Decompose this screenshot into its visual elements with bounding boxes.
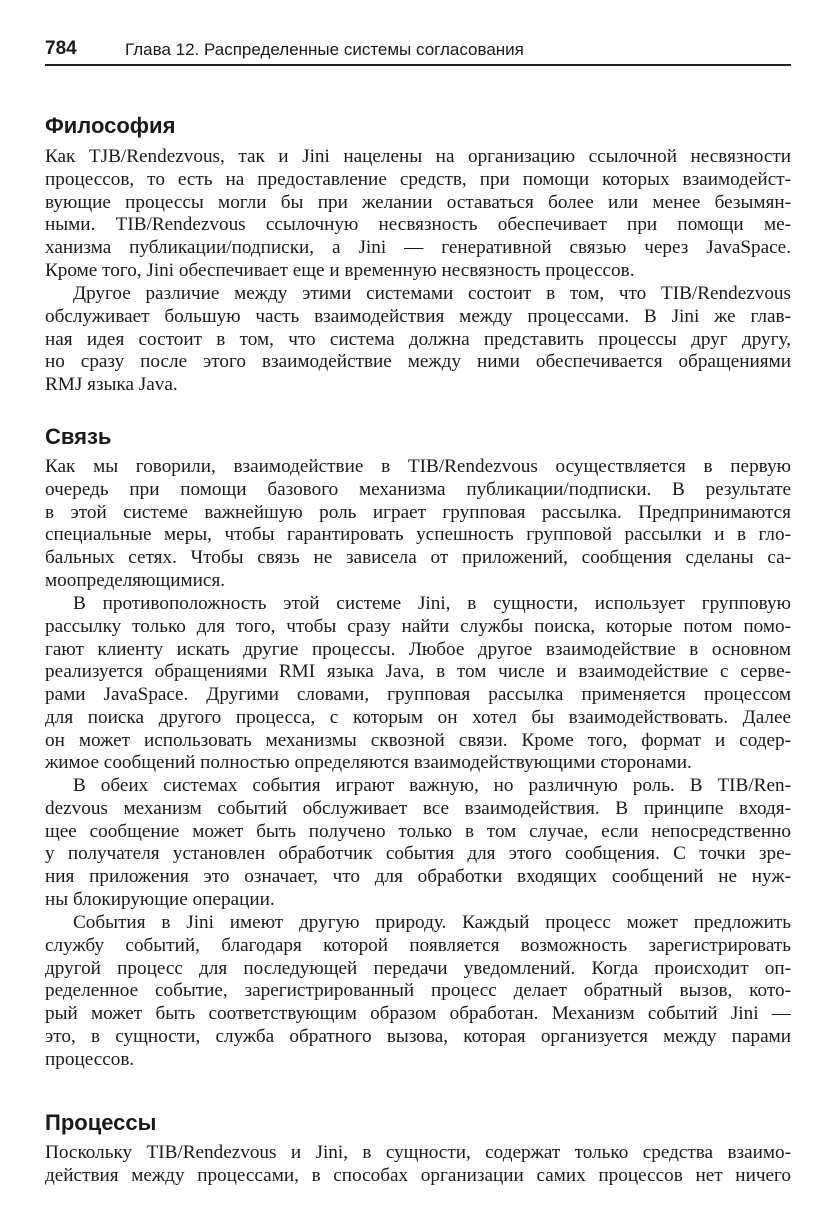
section-heading-processes: Процессы xyxy=(45,1110,157,1135)
text-line: щее сообщение может быть получено только в том случае, если непосредственно xyxy=(45,820,791,842)
paragraph xyxy=(45,593,791,775)
text-line: В противоположность этой системе Jini, в сущности, использует групповую xyxy=(73,593,791,614)
text-line: Как TJB/Rendezvous, так и Jini нацелены на организацию ссылочной несвязности xyxy=(45,146,791,167)
text-line: ными. TIB/Rendezvous ссылочную несвязность обеспечивает при помощи ме- xyxy=(45,214,791,236)
text-line: ния приложения это означает, что для обработки входящих сообщений не нуж- xyxy=(45,866,791,887)
paragraph xyxy=(45,912,791,1071)
text-line: процессов. xyxy=(45,1048,135,1070)
text-line: процессов, то есть на предоставление средств, при помощи которых взаимодейст- xyxy=(45,168,791,190)
paragraph xyxy=(45,456,791,593)
text-line: События в Jini имеют другую природу. Каждый процесс может предложить xyxy=(73,912,791,933)
text-line: для поиска другого процесса, с которым он хотел бы взаимодействовать. Далее xyxy=(45,706,791,728)
text-line: моопределяющимися. xyxy=(45,569,226,591)
text-line: рассылку только для того, чтобы сразу найти службы поиска, которые потом помо- xyxy=(45,615,791,637)
text-line: очередь при помощи базового механизма публикации/подписки. В результате xyxy=(45,478,791,500)
text-line: вующие процессы могли бы при желании оставаться более или менее безымян- xyxy=(45,191,791,213)
text-line: это, в сущности, служба обратного вызова, которая организуется между парами xyxy=(45,1025,791,1047)
text-line: рый может быть соответствующим образом обработан. Механизм событий Jini — xyxy=(45,1003,791,1024)
text-line: RMJ языка Java. xyxy=(45,374,178,395)
text-line: гают клиенту искать другие процессы. Любое другое взаимодействие в основном xyxy=(45,638,791,660)
text-line: Поскольку TIB/Rendezvous и Jini, в сущности, содержат только средства взаимо- xyxy=(45,1142,791,1163)
text-line: dezvous механизм событий обслуживает все взаимодействия. В принципе входя- xyxy=(45,797,791,819)
running-header xyxy=(45,38,791,66)
text-line: Кроме того, Jini обеспечивает еще и временную несвязность процессов. xyxy=(45,259,635,281)
text-line: действия между процессами, в способах организации самих процессов нет ничего xyxy=(45,1164,791,1186)
section-heading-communication: Связь xyxy=(45,424,112,449)
text-line: ределенное событие, зарегистрированный процесс делает обратный вызов, кото- xyxy=(45,980,791,1002)
text-line: Как мы говорили, взаимодействие в TIB/Rendezvous осуществляется в первую xyxy=(45,456,791,477)
text-line: в этой системе важнейшую роль играет групповая рассылка. Предпринимаются xyxy=(45,501,791,523)
text-line: ная идея состоит в том, что система должна представить процессы друг другу, xyxy=(45,328,791,350)
text-line: рами JavaSpace. Другими словами, групповая рассылка применяется процессом xyxy=(45,684,791,705)
text-line: ханизма публикации/подписки, а Jini — генеративной связью через JavaSpace. xyxy=(45,237,791,258)
text-line: он может использовать механизмы сквозной связи. Кроме того, формат и содер- xyxy=(45,729,791,751)
text-line: другой процесс для последующей передачи уведомлений. Когда происходит оп- xyxy=(45,957,791,979)
running-title: Глава 12. Распределенные системы согласования xyxy=(125,40,524,59)
text-line: обслуживает большую часть взаимодействия между процессами. В Jini же глав- xyxy=(45,305,791,327)
section-heading-philosophy: Философия xyxy=(45,113,176,138)
text-line: у получателя установлен обработчик события для этого сообщения. С точки зре- xyxy=(45,843,791,865)
paragraph xyxy=(45,146,791,283)
paragraph xyxy=(45,1142,791,1188)
text-line: Другое различие между этими системами состоит в том, что TIB/Rendezvous xyxy=(73,283,791,304)
text-line: жимое сообщений полностью определяются взаимодействующими сторонами. xyxy=(45,752,692,774)
text-line: реализуется обращениями RMI языка Java, в том числе и взаимодействие с серве- xyxy=(45,661,791,683)
text-line: бальных сетях. Чтобы связь не зависела от приложений, сообщения сделаны са- xyxy=(45,547,791,568)
paragraph xyxy=(45,283,791,397)
page-number: 784 xyxy=(45,38,77,59)
paragraph xyxy=(45,775,791,912)
text-line: но сразу после этого взаимодействие между ними обеспечивается обращениями xyxy=(45,351,791,373)
text-line: специальные меры, чтобы гарантировать успешность групповой рассылки и в гло- xyxy=(45,524,791,546)
text-line: ны блокирующие операции. xyxy=(45,888,275,910)
text-line: службу событий, благодаря которой появляется возможность зарегистрировать xyxy=(45,934,791,956)
text-line: В обеих системах события играют важную, но различную роль. В TIB/Ren- xyxy=(73,775,791,796)
